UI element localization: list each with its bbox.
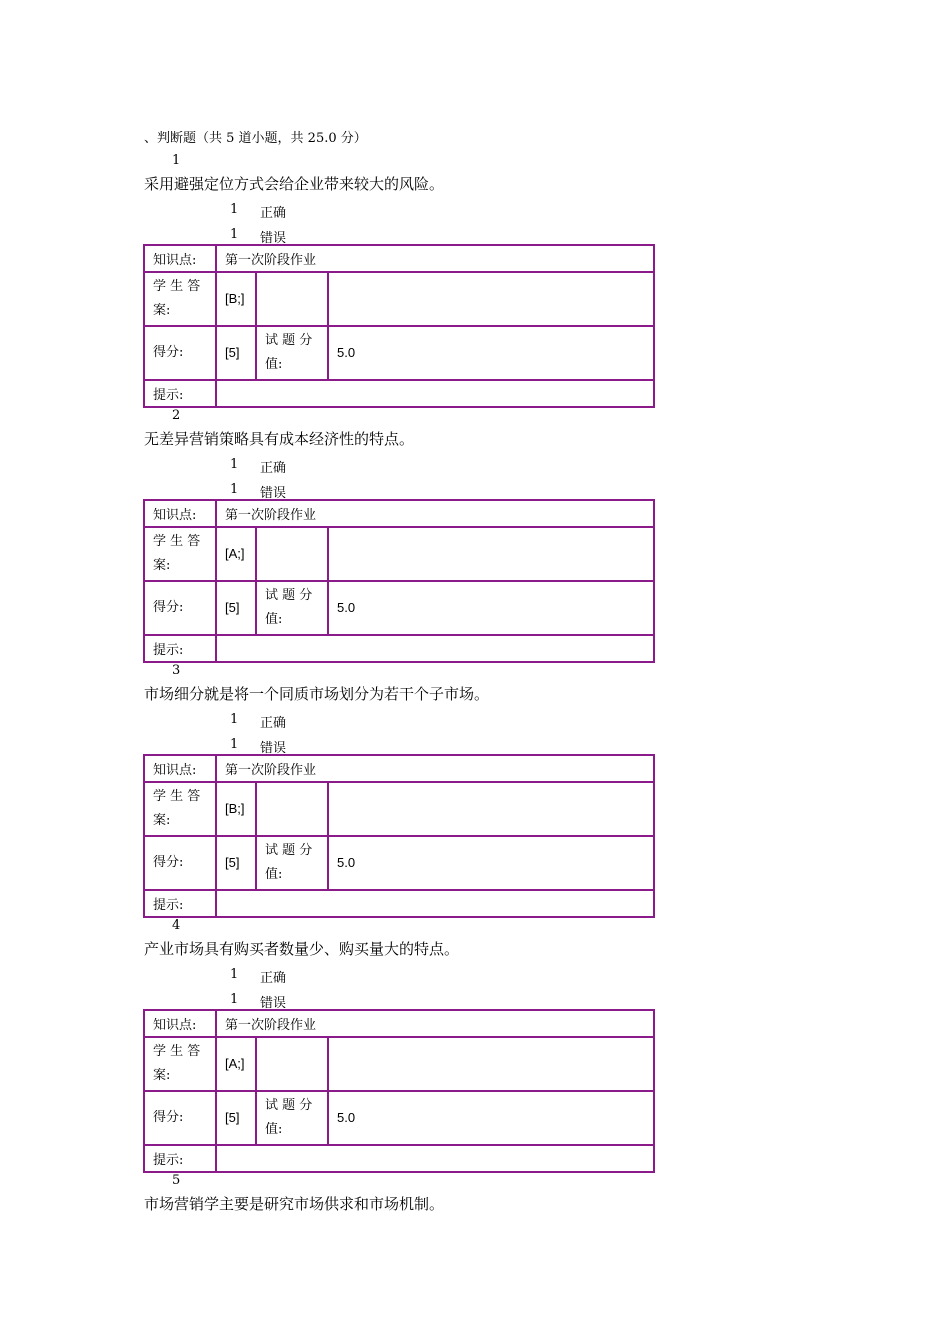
answer-info-table <box>143 1009 655 1173</box>
knowledge-value: 第一次阶段作业 <box>216 1010 654 1037</box>
empty-cell <box>328 272 654 326</box>
option-correct[interactable] <box>230 202 287 221</box>
option-bullet: 1 <box>230 482 239 497</box>
hint-label: 提示: <box>144 1145 216 1172</box>
question-number: 1 <box>172 153 181 168</box>
question-text: 采用避强定位方式会给企业带来较大的风险。 <box>144 175 445 193</box>
option-bullet: 1 <box>230 967 239 982</box>
option-wrong[interactable] <box>230 992 287 1011</box>
option-correct[interactable] <box>230 712 287 731</box>
knowledge-label: 知识点: <box>144 500 216 527</box>
knowledge-label: 知识点: <box>144 245 216 272</box>
student-answer-label: 学 生 答 案: <box>144 272 216 326</box>
hint-label: 提示: <box>144 890 216 917</box>
question-number: 5 <box>172 1173 181 1188</box>
question-value: 5.0 <box>328 1091 654 1145</box>
answer-info-table <box>143 499 655 663</box>
hint-label: 提示: <box>144 635 216 662</box>
option-bullet: 1 <box>230 992 239 1007</box>
option-correct-label: 正确 <box>260 206 287 221</box>
hint-value <box>216 1145 654 1172</box>
option-correct-label: 正确 <box>260 716 287 731</box>
question-number: 4 <box>172 918 181 933</box>
option-bullet: 1 <box>230 457 239 472</box>
empty-cell <box>256 527 328 581</box>
section-title: 、判断题（共 5 道小题，共 25.0 分） <box>144 131 367 146</box>
answer-info-table <box>143 754 655 918</box>
knowledge-label: 知识点: <box>144 1010 216 1037</box>
score-value: [5] <box>216 581 256 635</box>
empty-cell <box>256 272 328 326</box>
option-wrong-label: 错误 <box>260 231 287 246</box>
question-value-label: 试 题 分 值: <box>256 326 328 380</box>
score-label: 得分: <box>144 1091 216 1145</box>
student-answer-value: [B;] <box>216 782 256 836</box>
question-text: 无差异营销策略具有成本经济性的特点。 <box>144 430 415 448</box>
option-bullet: 1 <box>230 712 239 727</box>
answer-info-table <box>143 244 655 408</box>
question-value: 5.0 <box>328 326 654 380</box>
knowledge-value: 第一次阶段作业 <box>216 755 654 782</box>
score-label: 得分: <box>144 581 216 635</box>
question-text: 市场营销学主要是研究市场供求和市场机制。 <box>144 1195 445 1213</box>
student-answer-value: [A;] <box>216 1037 256 1091</box>
student-answer-value: [B;] <box>216 272 256 326</box>
question-value: 5.0 <box>328 836 654 890</box>
hint-label: 提示: <box>144 380 216 407</box>
option-correct[interactable] <box>230 967 287 986</box>
hint-value <box>216 380 654 407</box>
score-value: [5] <box>216 1091 256 1145</box>
question-number: 3 <box>172 663 181 678</box>
question-value: 5.0 <box>328 581 654 635</box>
option-wrong-label: 错误 <box>260 741 287 756</box>
score-value: [5] <box>216 836 256 890</box>
option-wrong-label: 错误 <box>260 996 287 1011</box>
option-bullet: 1 <box>230 227 239 242</box>
option-wrong[interactable] <box>230 227 287 246</box>
question-text: 市场细分就是将一个同质市场划分为若干个子市场。 <box>144 685 490 703</box>
student-answer-label: 学 生 答 案: <box>144 782 216 836</box>
option-correct-label: 正确 <box>260 461 287 476</box>
empty-cell <box>256 782 328 836</box>
score-label: 得分: <box>144 836 216 890</box>
option-bullet: 1 <box>230 202 239 217</box>
empty-cell <box>328 782 654 836</box>
option-correct-label: 正确 <box>260 971 287 986</box>
empty-cell <box>328 527 654 581</box>
knowledge-value: 第一次阶段作业 <box>216 500 654 527</box>
question-value-label: 试 题 分 值: <box>256 836 328 890</box>
option-wrong-label: 错误 <box>260 486 287 501</box>
option-wrong[interactable] <box>230 737 287 756</box>
student-answer-label: 学 生 答 案: <box>144 1037 216 1091</box>
hint-value <box>216 890 654 917</box>
question-value-label: 试 题 分 值: <box>256 581 328 635</box>
question-text: 产业市场具有购买者数量少、购买量大的特点。 <box>144 940 460 958</box>
score-label: 得分: <box>144 326 216 380</box>
score-value: [5] <box>216 326 256 380</box>
empty-cell <box>328 1037 654 1091</box>
question-number: 2 <box>172 408 181 423</box>
question-value-label: 试 题 分 值: <box>256 1091 328 1145</box>
knowledge-value: 第一次阶段作业 <box>216 245 654 272</box>
student-answer-label: 学 生 答 案: <box>144 527 216 581</box>
option-correct[interactable] <box>230 457 287 476</box>
option-bullet: 1 <box>230 737 239 752</box>
hint-value <box>216 635 654 662</box>
option-wrong[interactable] <box>230 482 287 501</box>
knowledge-label: 知识点: <box>144 755 216 782</box>
empty-cell <box>256 1037 328 1091</box>
student-answer-value: [A;] <box>216 527 256 581</box>
